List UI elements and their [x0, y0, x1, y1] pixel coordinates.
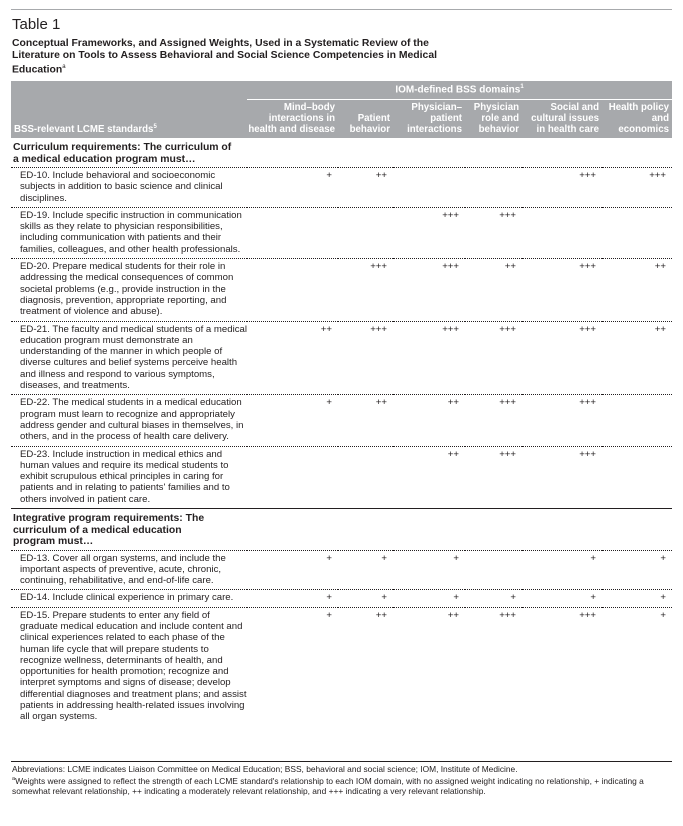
top-rule [11, 9, 672, 10]
weight-cell: ++ [393, 395, 465, 446]
weight-cell: +++ [465, 446, 522, 508]
table-row [11, 590, 672, 607]
weight-cell [393, 168, 465, 208]
header-column-row [11, 100, 672, 139]
weight-cell [247, 446, 338, 508]
weight-cell [602, 446, 672, 508]
section-title: Integrative program requirements: The curriculum of a medical education program must… [13, 513, 205, 548]
standard-cell: ED-19. Include specific instruction in communication skills as they relate to physician responsibilities, including communication with patients and their families, colleagues, and other health professionals. [11, 207, 247, 258]
weight-cell: + [602, 607, 672, 725]
table-caption: Conceptual Frameworks, and Assigned Weights, Used in a Systematic Review of the Literature on Tools to Assess Behavioral and Social Science Competencies in Medical Education$^a$ [12, 38, 437, 76]
abbreviations-note: Abbreviations: LCME indicates Liaison Committee on Medical Education; BSS, behavioral and social science; IOM, Institute of Medicine. [12, 764, 518, 774]
column-header-social-cultural: Social and cultural issues in health care [522, 100, 602, 139]
weight-cell: + [247, 607, 338, 725]
standard-cell: ED-14. Include clinical experience in primary care. [11, 590, 247, 607]
table-row [11, 321, 672, 395]
weight-cell: +++ [522, 607, 602, 725]
weight-cell: + [602, 590, 672, 607]
table-body [11, 138, 672, 726]
section-header-row [11, 509, 672, 551]
weight-cell: + [247, 550, 338, 590]
header-group-row [11, 81, 672, 100]
weight-cell: ++ [602, 259, 672, 321]
weight-cell: + [522, 590, 602, 607]
column-header-physician-patient: Physician–patient interactions [393, 100, 465, 139]
header-blank-cell [11, 81, 247, 100]
weight-cell: +++ [338, 259, 393, 321]
weight-cell [338, 207, 393, 258]
weight-cell: +++ [465, 395, 522, 446]
weight-cell: ++ [393, 446, 465, 508]
weights-note: $^a$Weights were assigned to reflect the strength of each LCME standard's relationship to each IOM domain, with no assigned weight indicating no relationship, + indicating a somewhat relevant relationship, ++ indicating a moderately relevant relationship, and +++ indicating a very relevant relationship. [12, 776, 644, 797]
weight-cell: ++ [602, 321, 672, 395]
weight-cell [247, 259, 338, 321]
weight-cell: + [465, 590, 522, 607]
table-row [11, 446, 672, 508]
weight-cell: + [522, 550, 602, 590]
table-row [11, 395, 672, 446]
table-row [11, 207, 672, 258]
weight-cell: +++ [522, 259, 602, 321]
standard-cell: ED-13. Cover all organ systems, and include the important aspects of preventive, acute, chronic, continuing, rehabilitative, and end-of-life care. [11, 550, 247, 590]
weight-cell: +++ [522, 321, 602, 395]
weight-cell: + [393, 590, 465, 607]
weight-cell [602, 395, 672, 446]
column-header-mind-body: Mind–body interactions in health and disease [247, 100, 338, 139]
weight-cell: ++ [465, 259, 522, 321]
column-header-health-policy: Health policy and economics [602, 100, 672, 139]
standard-cell: ED-22. The medical students in a medical education program must learn to recognize and appropriately address gender and cultural biases in themselves, in others, and in the process of health care delivery. [11, 395, 247, 446]
weight-cell: +++ [393, 259, 465, 321]
standard-cell: ED-15. Prepare students to enter any field of graduate medical education and include content and clinical experiences related to each phase of the human life cycle that will prepare students to recognize wellness, determinants of health, and opportunities for health promotion; recognize and interpret symptoms and signs of disease; develop differential diagnoses and treatment plans; and assist patients in addressing health-related issues involving all organ systems. [11, 607, 247, 725]
weight-cell: + [247, 168, 338, 208]
domain-group-header: IOM-defined BSS domains$^1$ [247, 81, 672, 100]
row-header: BSS-relevant LCME standards$^5$ [11, 100, 247, 139]
weight-cell: ++ [338, 607, 393, 725]
standard-cell: ED-20. Prepare medical students for their role in addressing the medical consequences of common societal problems (e.g., provide instruction in the diagnosis, prevention, appropriate reporting, and treatment of violence and abuse). [11, 259, 247, 321]
weight-cell [465, 550, 522, 590]
weight-cell: ++ [393, 607, 465, 725]
weight-cell: +++ [465, 607, 522, 725]
weight-cell: + [393, 550, 465, 590]
weight-cell: +++ [393, 207, 465, 258]
weight-cell: + [247, 590, 338, 607]
footnotes [12, 764, 673, 796]
weight-cell: ++ [247, 321, 338, 395]
weight-cell [602, 207, 672, 258]
frameworks-table [11, 81, 672, 726]
weight-cell: + [338, 550, 393, 590]
table-row [11, 607, 672, 725]
weight-cell: +++ [522, 168, 602, 208]
weight-cell: + [602, 550, 672, 590]
column-header-physician-role: Physician role and behavior [465, 100, 522, 139]
weight-cell: +++ [522, 395, 602, 446]
column-header-patient-behavior: Patient behavior [338, 100, 393, 139]
section-header-row [11, 138, 672, 168]
table-label: Table 1 [12, 16, 61, 33]
weight-cell: +++ [465, 207, 522, 258]
weight-cell: +++ [393, 321, 465, 395]
weight-cell [247, 207, 338, 258]
footnote-rule [11, 761, 672, 762]
weight-cell: +++ [465, 321, 522, 395]
weight-cell: ++ [338, 395, 393, 446]
standard-cell: ED-10. Include behavioral and socioeconomic subjects in addition to basic science and clinical disciplines. [11, 168, 247, 208]
section-title: Curriculum requirements: The curriculum of a medical education program must… [13, 142, 232, 165]
weight-cell: +++ [522, 446, 602, 508]
weight-cell: +++ [338, 321, 393, 395]
weight-cell [338, 446, 393, 508]
weight-cell: +++ [602, 168, 672, 208]
table-row [11, 168, 672, 208]
table-row [11, 550, 672, 590]
weight-cell: ++ [338, 168, 393, 208]
standard-cell: ED-21. The faculty and medical students of a medical education program must demonstrate an understanding of the manner in which people of diverse cultures and belief systems perceive health and illness and respond to various symptoms, diseases, and treatments. [11, 321, 247, 395]
weight-cell: + [247, 395, 338, 446]
weight-cell: + [338, 590, 393, 607]
table-row [11, 259, 672, 321]
weight-cell [465, 168, 522, 208]
standard-cell: ED-23. Include instruction in medical ethics and human values and require its medical students to exhibit scrupulous ethical principles in caring for patients and in relating to patients' families and to others involved in patient care. [11, 446, 247, 508]
weight-cell [522, 207, 602, 258]
caption-note-mark: a [62, 63, 66, 70]
